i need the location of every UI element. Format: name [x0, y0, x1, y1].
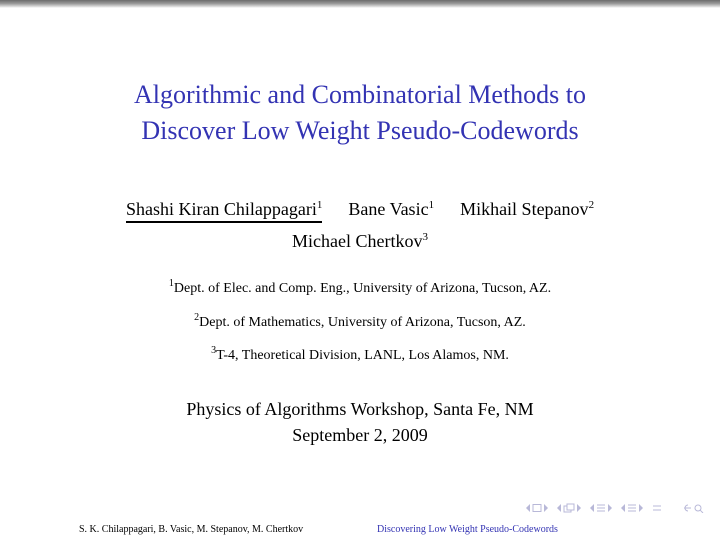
beamer-navigation	[526, 501, 706, 515]
nav-frame-group[interactable]	[557, 503, 581, 513]
event-info	[0, 396, 720, 448]
nav-align-icon[interactable]	[652, 503, 662, 513]
affiliation-mark: 2	[194, 312, 200, 323]
affiliation-1: $^1$Dept. of Elec. and Comp. Eng., University of Arizona, Tucson, AZ.	[168, 278, 552, 296]
title-line-2: Discover Low Weight Pseudo-Codewords	[141, 116, 579, 145]
author-vasic: Bane Vasic$^1$	[348, 199, 435, 219]
event-date: September 2, 2009	[292, 425, 428, 445]
nav-subsection-icon	[596, 503, 606, 513]
author-affiliation-mark: 1	[316, 199, 323, 211]
nav-section-icon	[627, 503, 637, 513]
authors-line-2	[0, 229, 720, 253]
slide-title	[0, 77, 720, 149]
nav-search-icon[interactable]	[682, 503, 706, 513]
title-line-1: Algorithmic and Combinatorial Methods to	[133, 80, 587, 109]
author-chertkov: Michael Chertkov$^3$	[292, 231, 428, 251]
affiliation-2: $^2$Dept. of Mathematics, University of Arizona, Tucson, AZ.	[194, 312, 526, 330]
nav-first-icon	[532, 503, 542, 513]
footer-short-title: Discovering Low Weight Pseudo-Codewords	[377, 524, 558, 535]
top-bar	[0, 0, 720, 8]
author-chilappagari	[126, 197, 322, 221]
affiliation-3: $^3$T-4, Theoretical Division, LANL, Los Alamos, NM.	[211, 345, 509, 363]
footer-authors: S. K. Chilappagari, B. Vasic, M. Stepanov, M. Chertkov	[79, 524, 304, 535]
nav-subsection-group[interactable]	[590, 503, 612, 513]
author-affiliation-mark: 1	[428, 199, 435, 211]
nav-slide-group[interactable]	[526, 503, 548, 513]
nav-frame-icon	[563, 503, 575, 513]
affiliation-mark: 1	[168, 278, 174, 289]
affiliation-mark: 3	[211, 345, 217, 356]
author-affiliation-mark: 2	[588, 199, 595, 211]
author-stepanov: Mikhail Stepanov$^2$	[460, 199, 595, 219]
nav-section-group[interactable]	[621, 503, 643, 513]
authors-line-1	[0, 197, 720, 221]
event-name: Physics of Algorithms Workshop, Santa Fe, NM	[186, 399, 534, 419]
author-affiliation-mark: 3	[422, 231, 428, 243]
presenter-name: Shashi Kiran Chilappagari$^1$	[126, 199, 322, 223]
